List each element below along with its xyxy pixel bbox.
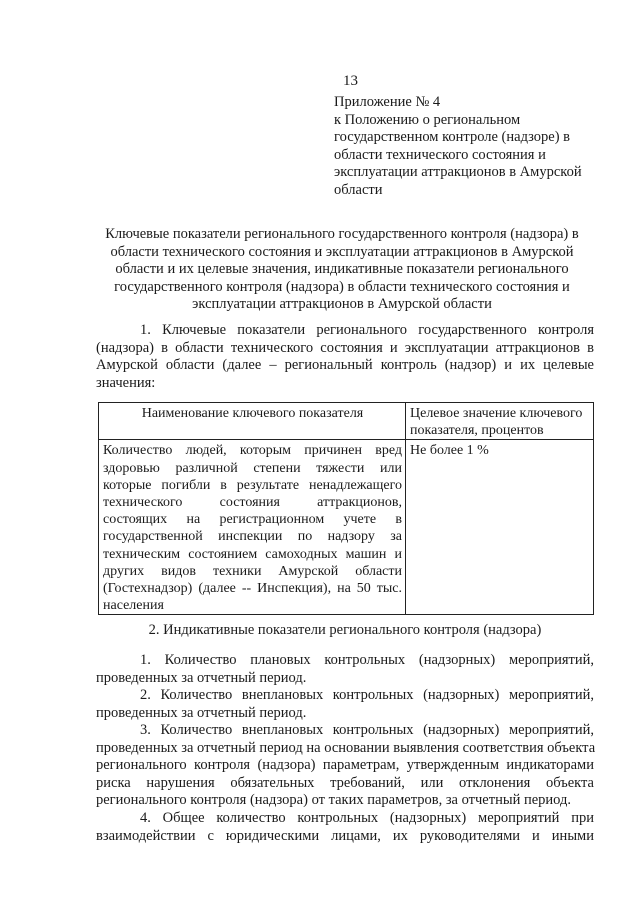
- title-line: государственного контроля (надзора) в области технического состояния и: [114, 278, 570, 295]
- appendix-line: Приложение № 4: [334, 94, 441, 110]
- indicative-item-4: [96, 810, 594, 845]
- appendix-line: области: [334, 181, 383, 198]
- cell-line: (Гостехнадзор) (далее -- Инспекция), на 50 тыс.: [103, 581, 402, 597]
- cell-line: состоящих на регистрационном учете в: [103, 512, 402, 528]
- title-line: Ключевые показатели регионального государственного контроля (надзора) в: [105, 226, 579, 242]
- cell-line: Количество людей, которым причинен вред: [103, 443, 402, 459]
- paragraph-line: проведенных за отчетный период.: [96, 704, 307, 721]
- cell-line: здоровью различной степени тяжести или: [103, 460, 402, 476]
- paragraph-line: Амурской области (далее – региональный контроль (надзор) и их целевые: [96, 357, 594, 374]
- appendix-line: к Положению о региональном: [334, 111, 521, 128]
- document-title: [96, 226, 588, 314]
- key-indicators-table: [98, 402, 594, 615]
- appendix-line: эксплуатации аттракционов в Амурской: [334, 164, 582, 181]
- title-line: области и их целевые значения, индикативные показатели регионального: [115, 261, 569, 278]
- title-line: эксплуатации аттракционов в Амурской области: [192, 296, 492, 313]
- paragraph-line: 1. Количество плановых контрольных (надзорных) мероприятий,: [140, 652, 594, 668]
- paragraph-line: 3. Количество внеплановых контрольных (надзорных) мероприятий,: [140, 722, 594, 738]
- page-number: 13: [343, 73, 358, 89]
- indicative-item-1: [96, 652, 594, 687]
- paragraph-line: значения:: [96, 374, 156, 391]
- indicative-item-2: [96, 687, 594, 722]
- cell-line: технического состояния аттракционов,: [103, 495, 402, 511]
- cell-line: которые погибли в результате ненадлежащего: [103, 477, 402, 493]
- section-1-paragraph: [96, 322, 594, 392]
- section-2-title: 2. Индикативные показатели регионального контроля (надзора): [148, 622, 542, 638]
- header-line: Целевое значение ключевого: [410, 406, 583, 421]
- paragraph-line: регионального контроля (надзора) параметрам, утвержденным индикаторами: [96, 757, 594, 774]
- cell-line: других видов техники Амурской области: [103, 563, 402, 579]
- column-header-indicator: Наименование ключевого показателя: [99, 403, 406, 440]
- table-header-row: [99, 403, 594, 440]
- appendix-line: области технического состояния и: [334, 146, 546, 163]
- indicator-cell: [99, 440, 406, 615]
- paragraph-line: проведенных за отчетный период на основании выявления соответствия объекта: [96, 739, 596, 756]
- target-value-cell: Не более 1 %: [406, 440, 594, 615]
- title-line: области технического состояния и эксплуатации аттракционов в Амурской: [110, 243, 574, 260]
- cell-line: техническим состоянием самоходных машин и: [103, 546, 402, 562]
- table-row: [99, 440, 594, 615]
- paragraph-line: (надзора) в области технического состояния и эксплуатации аттракционов в: [96, 339, 594, 356]
- paragraph-line: риска нарушения обязательных требований, или отклонения объекта: [96, 774, 594, 791]
- paragraph-line: 1. Ключевые показатели регионального государственного контроля: [140, 322, 594, 338]
- appendix-line: государственном контроле (надзоре) в: [334, 129, 571, 146]
- paragraph-line: 2. Количество внеплановых контрольных (надзорных) мероприятий,: [140, 687, 594, 703]
- cell-line: государственной инспекции по надзору за: [103, 529, 402, 545]
- cell-line: населения: [103, 598, 164, 614]
- indicative-item-3: [96, 722, 594, 810]
- appendix-header: [334, 94, 604, 200]
- paragraph-line: взаимодействии с юридическими лицами, их руководителями и иными: [96, 827, 594, 844]
- paragraph-line: регионального контроля (надзора) от таких параметров, за отчетный период.: [96, 792, 571, 809]
- paragraph-line: 4. Общее количество контрольных (надзорных) мероприятий при: [140, 810, 594, 826]
- header-line: показателя, процентов: [410, 423, 544, 439]
- paragraph-line: проведенных за отчетный период.: [96, 669, 307, 686]
- column-header-target: [406, 403, 594, 440]
